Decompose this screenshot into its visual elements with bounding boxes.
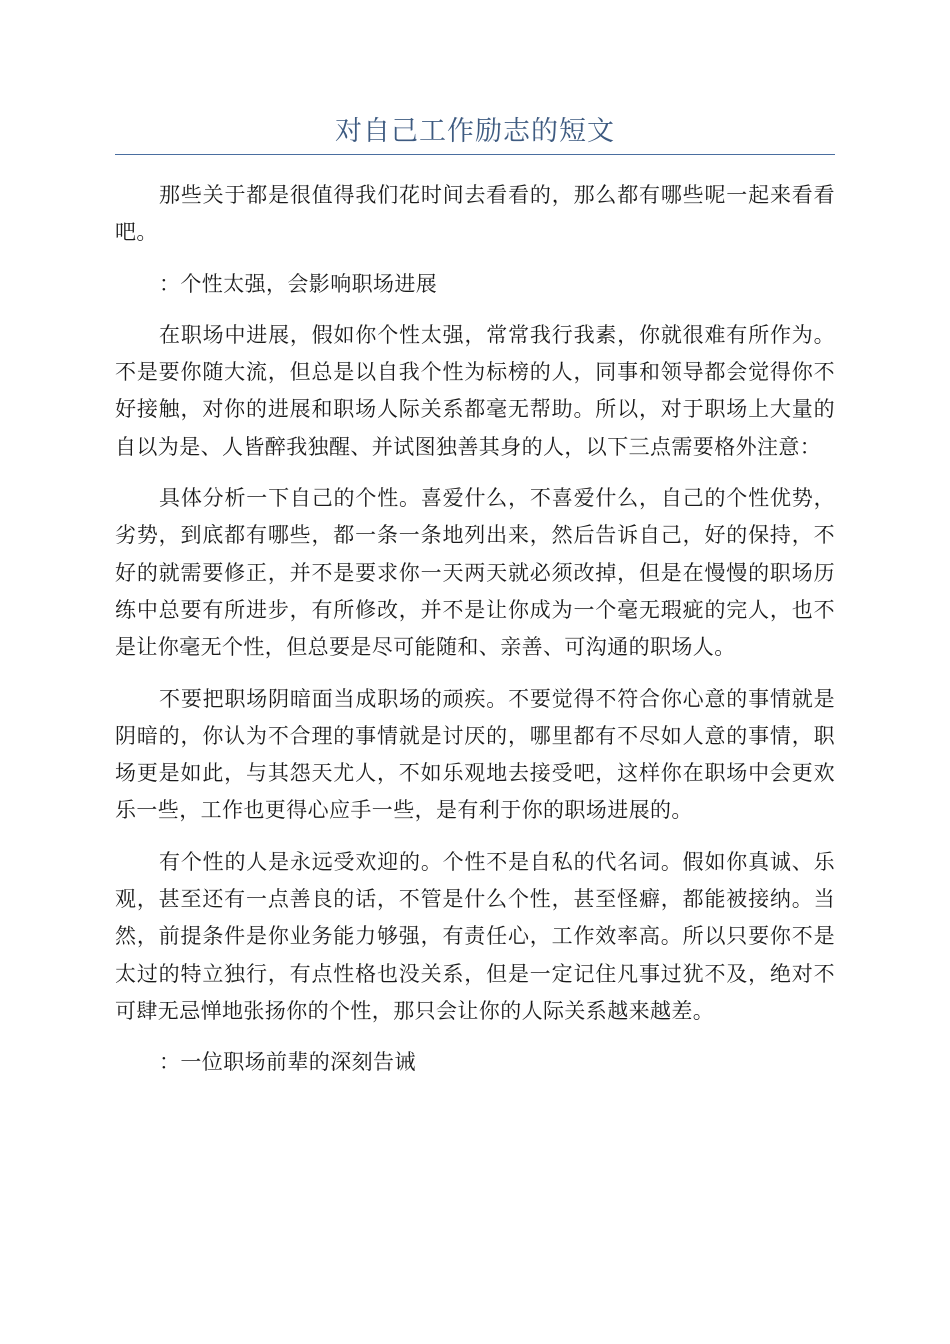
intro-paragraph: 那些关于都是很值得我们花时间去看看的，那么都有哪些呢一起来看看吧。 <box>115 183 835 245</box>
body-paragraph: 在职场中进展，假如你个性太强，常常我行我素，你就很难有所作为。不是要你随大流，但总是以自我个性为标榜的人，同事和领导都会觉得你不好接触，对你的进展和职场人际关系都毫无帮助。所以，对于职场上大量的自以为是、人皆醉我独醒、并试图独善其身的人，以下三点需要格外注意： <box>115 322 835 459</box>
body-paragraph: 具体分析一下自己的个性。喜爱什么，不喜爱什么，自己的个性优势，劣势，到底都有哪些，都一条一条地列出来，然后告诉自己，好的保持，不好的就需要修正，并不是要求你一天两天就必须改掉，但是在慢慢的职场历练中总要有所进步，有所修改，并不是让你成为一个毫无瑕疵的完人，也不是让你毫无个性，但总要是尽可能随和、亲善、可沟通的职场人。 <box>115 486 835 660</box>
section-heading-advice: ：一位职场前辈的深刻告诫 <box>159 1050 416 1075</box>
body-paragraph: 有个性的人是永远受欢迎的。个性不是自私的代名词。假如你真诚、乐观，甚至还有一点善良的话，不管是什么个性，甚至怪癖，都能被接纳。当然，前提条件是你业务能力够强，有责任心，工作效率高。所以只要你不是太过的特立独行，有点性格也没关系，但是一定记住凡事过犹不及，绝对不可肆无忌惮地张扬你的个性，那只会让你的人际关系越来越差。 <box>115 849 835 1023</box>
document-title: 对自己工作励志的短文 <box>335 116 615 147</box>
document-body <box>115 177 835 1096</box>
section-heading-personality: ：个性太强，会影响职场进展 <box>159 271 438 296</box>
title-underline <box>115 154 835 155</box>
body-paragraph: 不要把职场阴暗面当成职场的顽疾。不要觉得不符合你心意的事情就是阴暗的，你认为不合理的事情就是讨厌的，哪里都有不尽如人意的事情，职场更是如此，与其怨天尤人，不如乐观地去接受吧，这样你在职场中会更欢乐一些，工作也更得心应手一些，是有利于你的职场进展的。 <box>115 686 835 823</box>
